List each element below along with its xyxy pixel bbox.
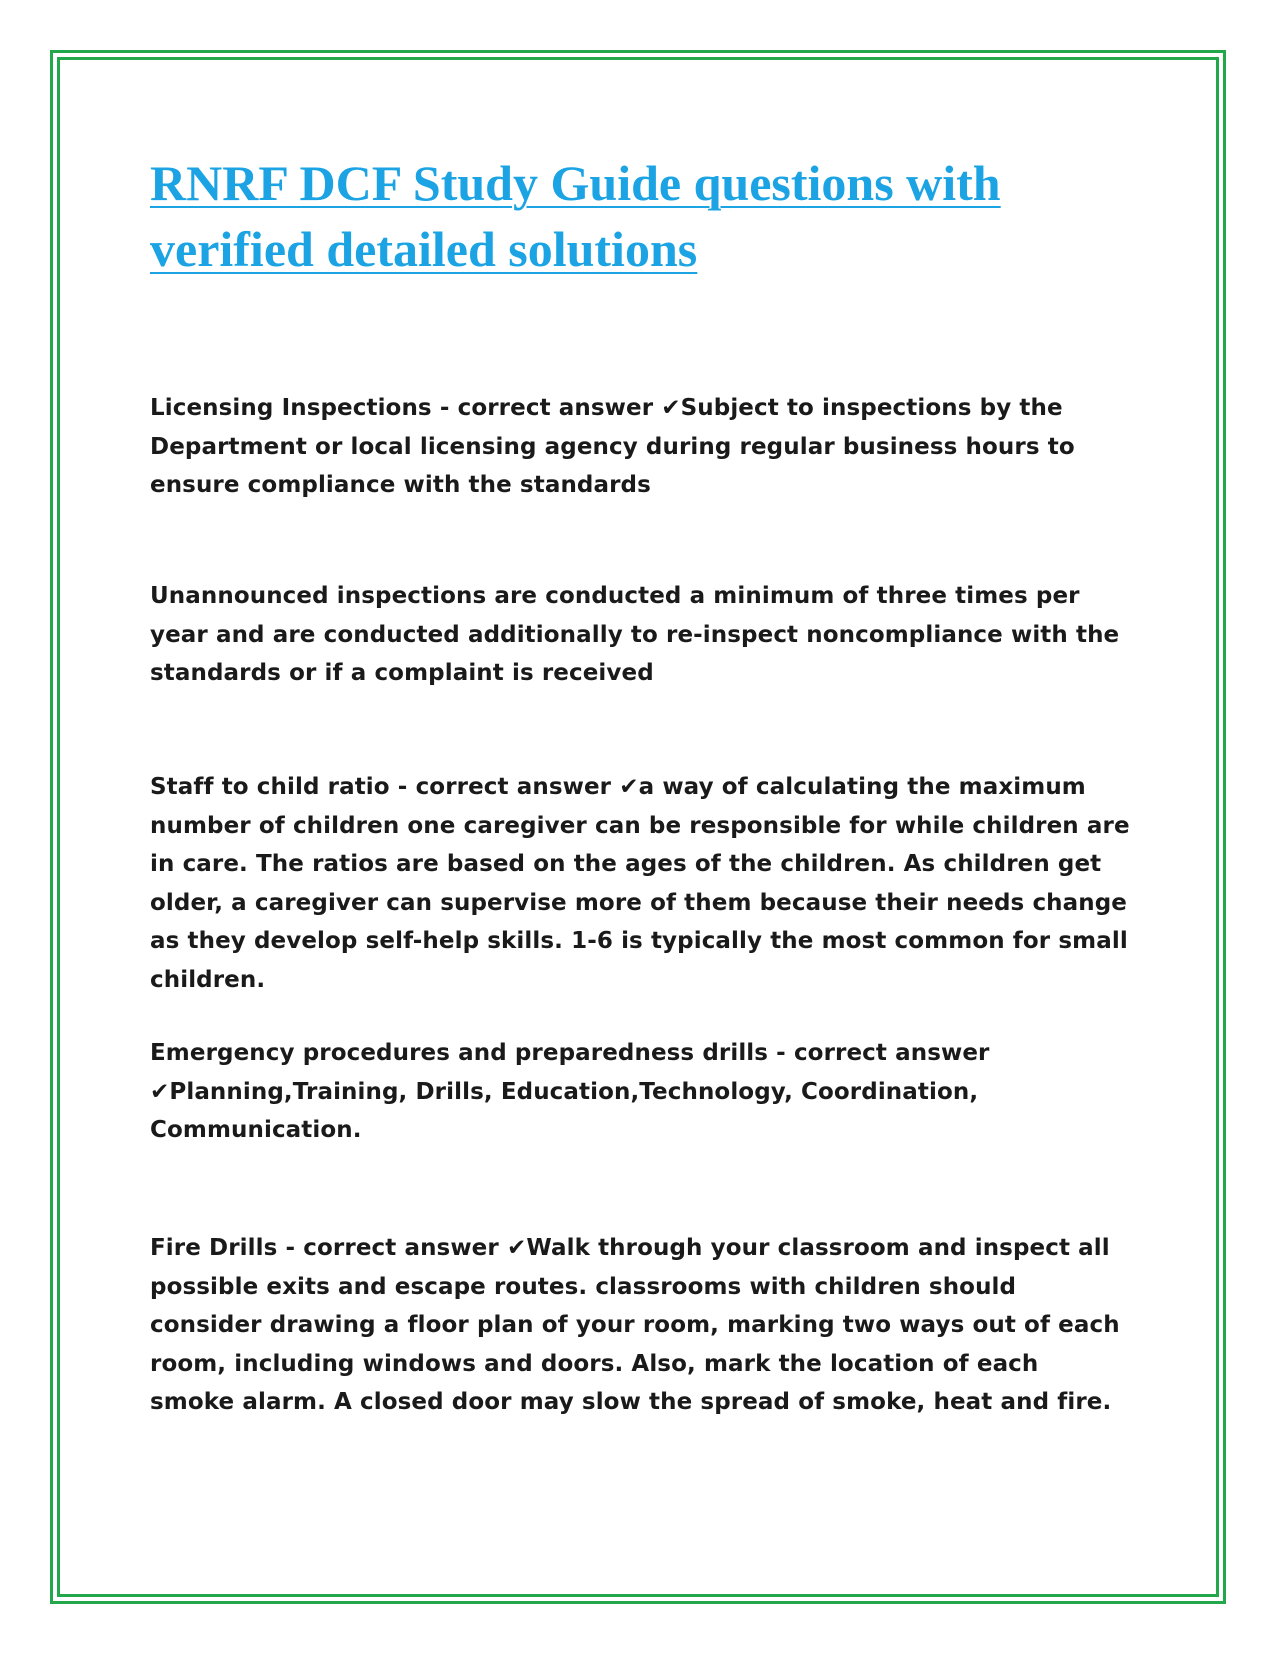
qa-item-staff-to-child-ratio bbox=[150, 768, 1130, 999]
qa-item-emergency-procedures bbox=[150, 1034, 1130, 1150]
qa-term: Emergency procedures and preparedness drills bbox=[150, 1040, 769, 1066]
qa-answer-label: correct answer bbox=[457, 395, 654, 421]
qa-answer: Planning,Training, Drills, Education,Technology, Coordination, Communication. bbox=[150, 1078, 979, 1143]
check-mark-icon: ✔ bbox=[661, 395, 681, 421]
qa-term: Licensing Inspections bbox=[150, 395, 432, 421]
check-mark-icon: ✔ bbox=[506, 1235, 527, 1261]
qa-item-unannounced-inspections bbox=[150, 577, 1130, 693]
qa-text: Unannounced inspections are conducted a minimum of three times per year and are conducted additionally to re-inspect noncompliance with the standards or if a complaint is received bbox=[150, 583, 1120, 686]
qa-answer: a way of calculating the maximum number of children one caregiver can be responsible for while children are in care. The ratios are based on the ages of the children. As children get older, a caregiver can supervise more of them because their needs change as they develop self-help skills. 1-6 is typically the most common for small children. bbox=[150, 774, 1130, 993]
qa-separator: - bbox=[768, 1040, 794, 1066]
qa-answer: Walk through your classroom and inspect all possible exits and escape routes. classrooms with children should consider drawing a floor plan of your room, marking two ways out of each room, including windows and doors. Also, mark the location of each smoke alarm. A closed door may slow the spread of smoke, heat and fire. bbox=[150, 1235, 1120, 1415]
qa-term: Staff to child ratio bbox=[150, 774, 390, 800]
qa-item-fire-drills bbox=[150, 1229, 1130, 1422]
qa-separator: - bbox=[431, 395, 458, 421]
check-mark-icon: ✔ bbox=[619, 774, 639, 800]
qa-term: Fire Drills bbox=[150, 1235, 278, 1261]
qa-separator: - bbox=[277, 1235, 304, 1261]
check-mark-icon: ✔ bbox=[150, 1078, 170, 1105]
qa-item-licensing-inspections bbox=[150, 389, 1130, 505]
qa-answer: Subject to inspections by the Department or local licensing agency during regular business hours to ensure compliance with the standards bbox=[150, 395, 1075, 498]
document-title[interactable] bbox=[150, 150, 1130, 282]
qa-answer-label: correct answer bbox=[303, 1235, 499, 1261]
qa-answer-label: correct answer bbox=[415, 774, 612, 800]
qa-separator: - bbox=[389, 774, 416, 800]
qa-answer-label: correct answer bbox=[793, 1040, 990, 1066]
document-title-link[interactable]: RNRF DCF Study Guide questions with verified detailed solutions bbox=[150, 155, 1001, 277]
